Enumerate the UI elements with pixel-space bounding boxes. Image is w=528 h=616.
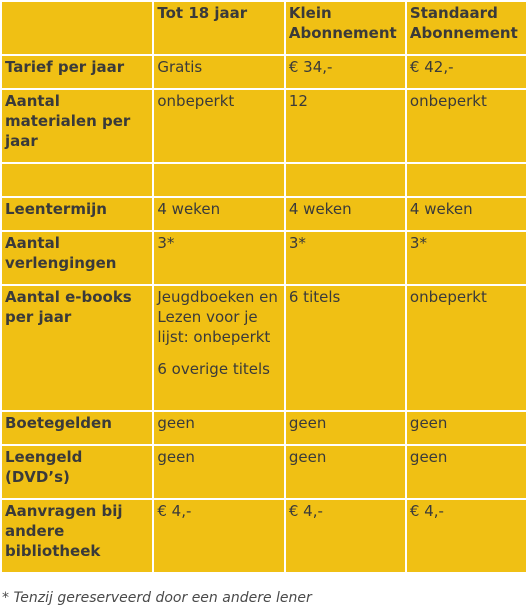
table-row	[2, 198, 526, 230]
table-cell: onbeperkt	[154, 90, 284, 162]
table-cell: Gratis	[154, 56, 284, 88]
row-label: Leentermijn	[2, 198, 152, 230]
row-label: Boetegelden	[2, 412, 152, 444]
table-cell: geen	[286, 412, 405, 444]
header-tot-18-jaar: Tot 18 jaar	[154, 2, 284, 54]
table-cell: € 4,-	[407, 500, 526, 572]
table-row	[2, 286, 526, 410]
table-cell: 3*	[154, 232, 284, 284]
row-label: Aantal e-books per jaar	[2, 286, 152, 410]
table-row	[2, 446, 526, 498]
header-standaard-abonnement: Standaard Abonnement	[407, 2, 526, 54]
header-cell-empty	[2, 2, 152, 54]
table-cell: € 4,-	[154, 500, 284, 572]
row-label: Aantal materialen per jaar	[2, 90, 152, 162]
table-header-row	[2, 2, 526, 54]
table-cell	[407, 164, 526, 196]
table-cell	[154, 164, 284, 196]
row-label: Aanvragen bij andere bibliotheek	[2, 500, 152, 572]
table-cell: 4 weken	[286, 198, 405, 230]
row-label: Aantal verlengingen	[2, 232, 152, 284]
table-cell: geen	[286, 446, 405, 498]
table-cell: € 42,-	[407, 56, 526, 88]
row-label	[2, 164, 152, 196]
table-row-spacer	[2, 164, 526, 196]
table-cell	[286, 164, 405, 196]
table-row	[2, 56, 526, 88]
table-cell	[154, 286, 284, 410]
table-cell: geen	[407, 446, 526, 498]
table-row	[2, 90, 526, 162]
table-cell: 3*	[407, 232, 526, 284]
row-label: Tarief per jaar	[2, 56, 152, 88]
table-cell: geen	[154, 412, 284, 444]
table-cell: geen	[407, 412, 526, 444]
table-cell: 4 weken	[154, 198, 284, 230]
table-cell: € 4,-	[286, 500, 405, 572]
table-cell: 6 titels	[286, 286, 405, 410]
row-label: Leengeld (DVD’s)	[2, 446, 152, 498]
table-cell: 3*	[286, 232, 405, 284]
table-row	[2, 412, 526, 444]
header-klein-abonnement: Klein Abonnement	[286, 2, 405, 54]
table-row	[2, 500, 526, 572]
table-cell: onbeperkt	[407, 286, 526, 410]
table-cell: geen	[154, 446, 284, 498]
ebooks-youth-note: Jeugdboeken en Lezen voor je lijst: onbeperkt	[157, 288, 278, 346]
table-cell: 4 weken	[407, 198, 526, 230]
table-row	[2, 232, 526, 284]
table-cell: € 34,-	[286, 56, 405, 88]
footnote: * Tenzij gereserveerd door een andere lener	[2, 590, 312, 606]
ebooks-other-note: 6 overige titels	[157, 360, 270, 378]
table-cell: onbeperkt	[407, 90, 526, 162]
table-cell: 12	[286, 90, 405, 162]
